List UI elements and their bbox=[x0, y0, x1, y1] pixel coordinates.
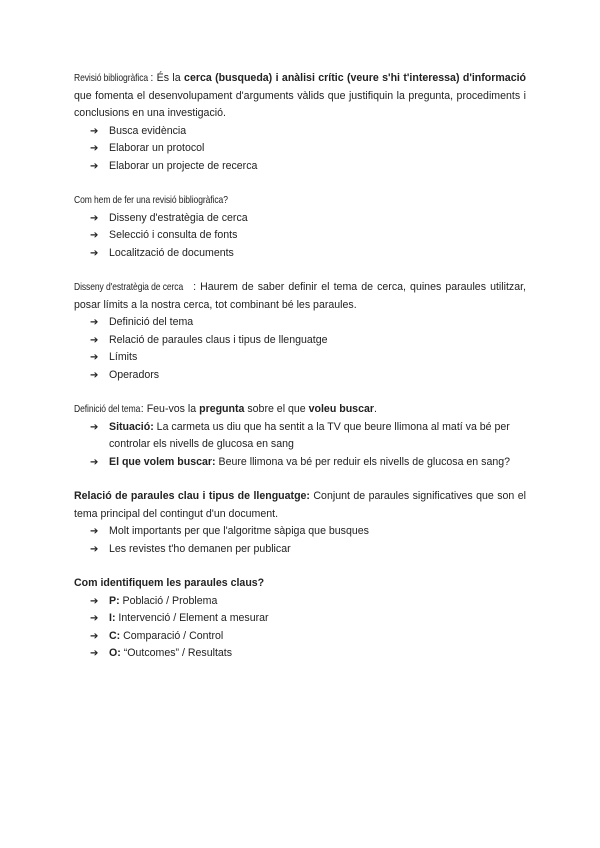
list-item bbox=[90, 210, 526, 228]
arrow-right-icon: ➔ bbox=[90, 595, 99, 607]
revisio-definition-paragraph bbox=[74, 70, 526, 123]
list-item-text: Busca evidència bbox=[109, 124, 187, 137]
arrow-right-icon: ➔ bbox=[90, 230, 99, 241]
list-item bbox=[90, 123, 526, 141]
text-run: que fomenta el desenvolupament d'arguments vàlids que justifiquin la pregunta, procediments i conclusions en una investigació. bbox=[74, 89, 526, 119]
bold-run: voleu buscar bbox=[308, 403, 374, 415]
section-disseny-estrategia bbox=[74, 279, 526, 384]
list-item-text: Molt importants per que l'algoritme sàpiga que busques bbox=[109, 525, 369, 537]
list-item-text: La carmeta us diu que ha sentit a la TV que beure llimona al matí va bé per controlar els nivells de glucosa en sang bbox=[109, 420, 510, 450]
list-item-text: Selecció i consulta de fonts bbox=[109, 229, 238, 241]
disseny-heading: Disseny d'estratègia de cerca bbox=[74, 282, 184, 293]
list-item-text: Beure llimona va bé per reduir els nivells de glucosa en sang? bbox=[215, 455, 511, 468]
arrow-right-icon: ➔ bbox=[90, 456, 99, 468]
definicio-list bbox=[74, 419, 526, 472]
list-item-text: Intervenció / Element a mesurar bbox=[115, 612, 269, 624]
list-item bbox=[90, 541, 526, 559]
list-item-label: Situació: bbox=[109, 420, 154, 433]
arrow-right-icon: ➔ bbox=[90, 613, 99, 624]
list-item bbox=[90, 332, 526, 350]
arrow-right-icon: ➔ bbox=[90, 125, 99, 137]
list-item bbox=[90, 593, 526, 611]
revisio-heading: Revisió bibliogràfica bbox=[74, 73, 149, 84]
identificar-heading: Com identifiquem les paraules claus? bbox=[74, 577, 265, 589]
list-item-text: Operadors bbox=[109, 368, 160, 381]
list-item bbox=[90, 454, 526, 472]
list-item-text: Les revistes t'ho demanen per publicar bbox=[109, 542, 291, 555]
list-item-text: Límits bbox=[109, 351, 138, 363]
list-item-text: Relació de paraules claus i tipus de llenguatge bbox=[109, 333, 328, 346]
list-item-text: Localització de documents bbox=[109, 246, 234, 259]
arrow-right-icon: ➔ bbox=[90, 247, 99, 259]
revisio-list bbox=[74, 123, 526, 176]
com-fer-heading: Com hem de fer una revisió bibliogràfica? bbox=[74, 195, 228, 206]
section-definicio-tema bbox=[74, 401, 526, 471]
text-run: . bbox=[373, 403, 377, 415]
arrow-right-icon: ➔ bbox=[90, 334, 99, 346]
list-item bbox=[90, 628, 526, 646]
arrow-right-icon: ➔ bbox=[90, 160, 99, 172]
list-item bbox=[90, 158, 526, 176]
arrow-right-icon: ➔ bbox=[90, 648, 99, 659]
arrow-right-icon: ➔ bbox=[90, 352, 99, 363]
arrow-right-icon: ➔ bbox=[90, 369, 99, 381]
list-item bbox=[90, 645, 526, 663]
arrow-right-icon: ➔ bbox=[90, 543, 99, 555]
arrow-right-icon: ➔ bbox=[90, 317, 99, 328]
list-item-text: “Outcomes” / Resultats bbox=[120, 647, 233, 659]
list-item-label: I: bbox=[109, 612, 116, 624]
section-revisio-bibliografica bbox=[74, 70, 526, 175]
arrow-right-icon: ➔ bbox=[90, 526, 99, 537]
bold-run: cerca (busqueda) i anàlisi crític (veure s'hi t'interessa) d'informació bbox=[184, 72, 527, 84]
list-item bbox=[90, 419, 526, 454]
text-run: Conjunt de paraules significatives que son el tema principal del contingut d'un document. bbox=[74, 490, 526, 520]
section-identificar-paraules bbox=[74, 575, 526, 663]
list-item-text: Elaborar un projecte de recerca bbox=[109, 159, 258, 172]
list-item-label: P: bbox=[109, 594, 120, 607]
list-item-label: El que volem buscar: bbox=[109, 455, 216, 468]
list-item bbox=[90, 227, 526, 245]
list-item bbox=[90, 523, 526, 541]
list-item-text: Elaborar un protocol bbox=[109, 142, 205, 154]
list-item-text: Població / Problema bbox=[119, 594, 218, 607]
definicio-heading: Definició del tema bbox=[74, 404, 141, 415]
identificar-heading-line bbox=[74, 575, 526, 593]
arrow-right-icon: ➔ bbox=[90, 421, 99, 433]
text-run: sobre el que bbox=[244, 403, 309, 415]
text-run: Feu-vos la bbox=[146, 403, 200, 415]
definicio-paragraph bbox=[74, 401, 526, 419]
text-run: Haurem de saber definir el tema de cerca, quines paraules utilitzar, posar límits a la nostra cerca, tot combinant bé les paraules. bbox=[74, 281, 526, 311]
com-fer-list bbox=[74, 210, 526, 263]
separator: : bbox=[150, 72, 157, 84]
bold-run: pregunta bbox=[199, 403, 245, 415]
list-item bbox=[90, 349, 526, 367]
list-item bbox=[90, 367, 526, 385]
relacio-list bbox=[74, 523, 526, 558]
list-item bbox=[90, 140, 526, 158]
com-fer-heading-line bbox=[74, 192, 526, 210]
relacio-heading: Relació de paraules clau i tipus de llenguatge: bbox=[74, 490, 310, 502]
list-item-text: Disseny d'estratègia de cerca bbox=[109, 211, 248, 224]
list-item-text: Comparació / Control bbox=[120, 629, 224, 642]
arrow-right-icon: ➔ bbox=[90, 630, 99, 642]
list-item-label: O: bbox=[109, 647, 121, 659]
list-item bbox=[90, 610, 526, 628]
disseny-paragraph bbox=[74, 279, 526, 314]
pico-list bbox=[74, 593, 526, 663]
section-com-fer-revisio bbox=[74, 192, 526, 262]
separator: : bbox=[140, 403, 147, 415]
list-item-label: C: bbox=[109, 629, 121, 642]
arrow-right-icon: ➔ bbox=[90, 212, 99, 224]
text-run: És la bbox=[156, 72, 185, 84]
arrow-right-icon: ➔ bbox=[90, 143, 99, 154]
list-item bbox=[90, 314, 526, 332]
separator: : bbox=[193, 281, 201, 293]
list-item-text: Definició del tema bbox=[109, 316, 194, 328]
disseny-list bbox=[74, 314, 526, 384]
list-item bbox=[90, 245, 526, 263]
section-relacio-paraules bbox=[74, 488, 526, 558]
relacio-paragraph bbox=[74, 488, 526, 523]
